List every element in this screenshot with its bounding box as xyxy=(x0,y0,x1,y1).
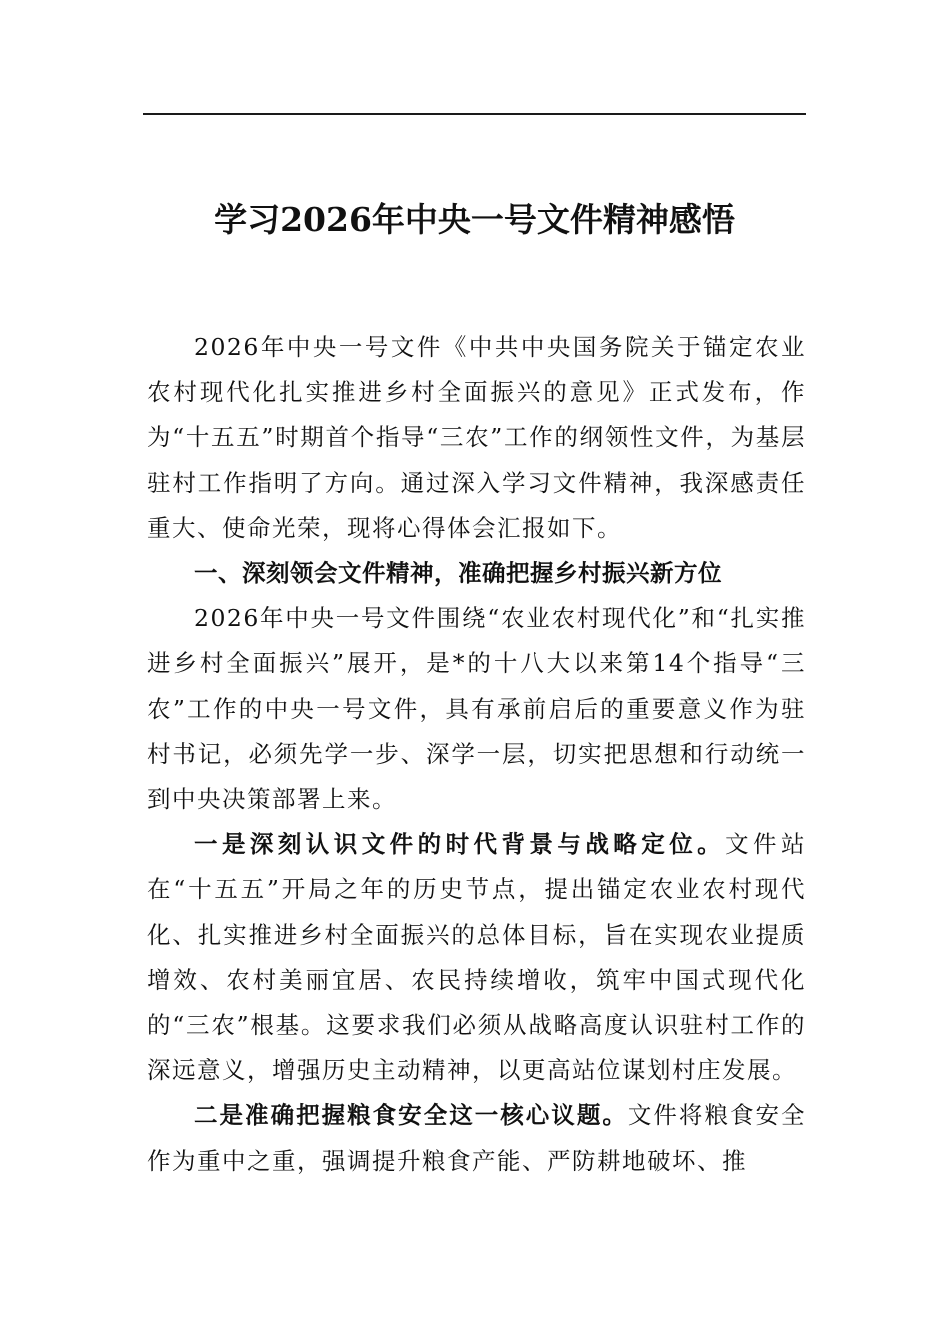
point-lead-2: 二是准确把握粮食安全这一核心议题。 xyxy=(194,1101,628,1130)
point-paragraph-2 xyxy=(147,1093,806,1183)
section-heading: 一、深刻领会文件精神，准确把握乡村振兴新方位 xyxy=(194,559,722,588)
intro-paragraph: 2026年中央一号文件《中共中央国务院关于锚定农业农村现代化扎实推进乡村全面振兴的意见》正式发布，作为“十五五”时期首个指导“三农”工作的纲领性文件，为基层驻村工作指明了方向。通过深入学习文件精神，我深感责任重大、使命光荣，现将心得体会汇报如下。 xyxy=(147,333,806,542)
point-lead-1: 一是深刻认识文件的时代背景与战略定位。 xyxy=(194,830,726,859)
document-title: 学习2026年中央一号文件精神感悟 xyxy=(214,200,735,239)
point-text-2: 文件将粮食安全作为重中之重，强调提升粮食产能、严防耕地破坏、推 xyxy=(147,1101,807,1175)
document-body xyxy=(147,325,806,1184)
point-paragraph-1 xyxy=(147,822,806,1093)
header-rule xyxy=(143,113,806,115)
point-text-1: 文件站在“十五五”开局之年的历史节点，提出锚定农业农村现代化、扎实推进乡村全面振兴的总体目标，旨在实现农业提质增效、农村美丽宜居、农民持续增收，筑牢中国式现代化的“三农”根基。这要求我们必须从战略高度认识驻村工作的深远意义，增强历史主动精神，以更高站位谋划村庄发展。 xyxy=(147,830,807,1085)
section-paragraph: 2026年中央一号文件围绕“农业农村现代化”和“扎实推进乡村全面振兴”展开，是*的十八大以来第14个指导“三农”工作的中央一号文件，具有承前启后的重要意义作为驻村书记，必须先学一步、深学一层，切实把思想和行动统一到中央决策部署上来。 xyxy=(147,604,806,814)
